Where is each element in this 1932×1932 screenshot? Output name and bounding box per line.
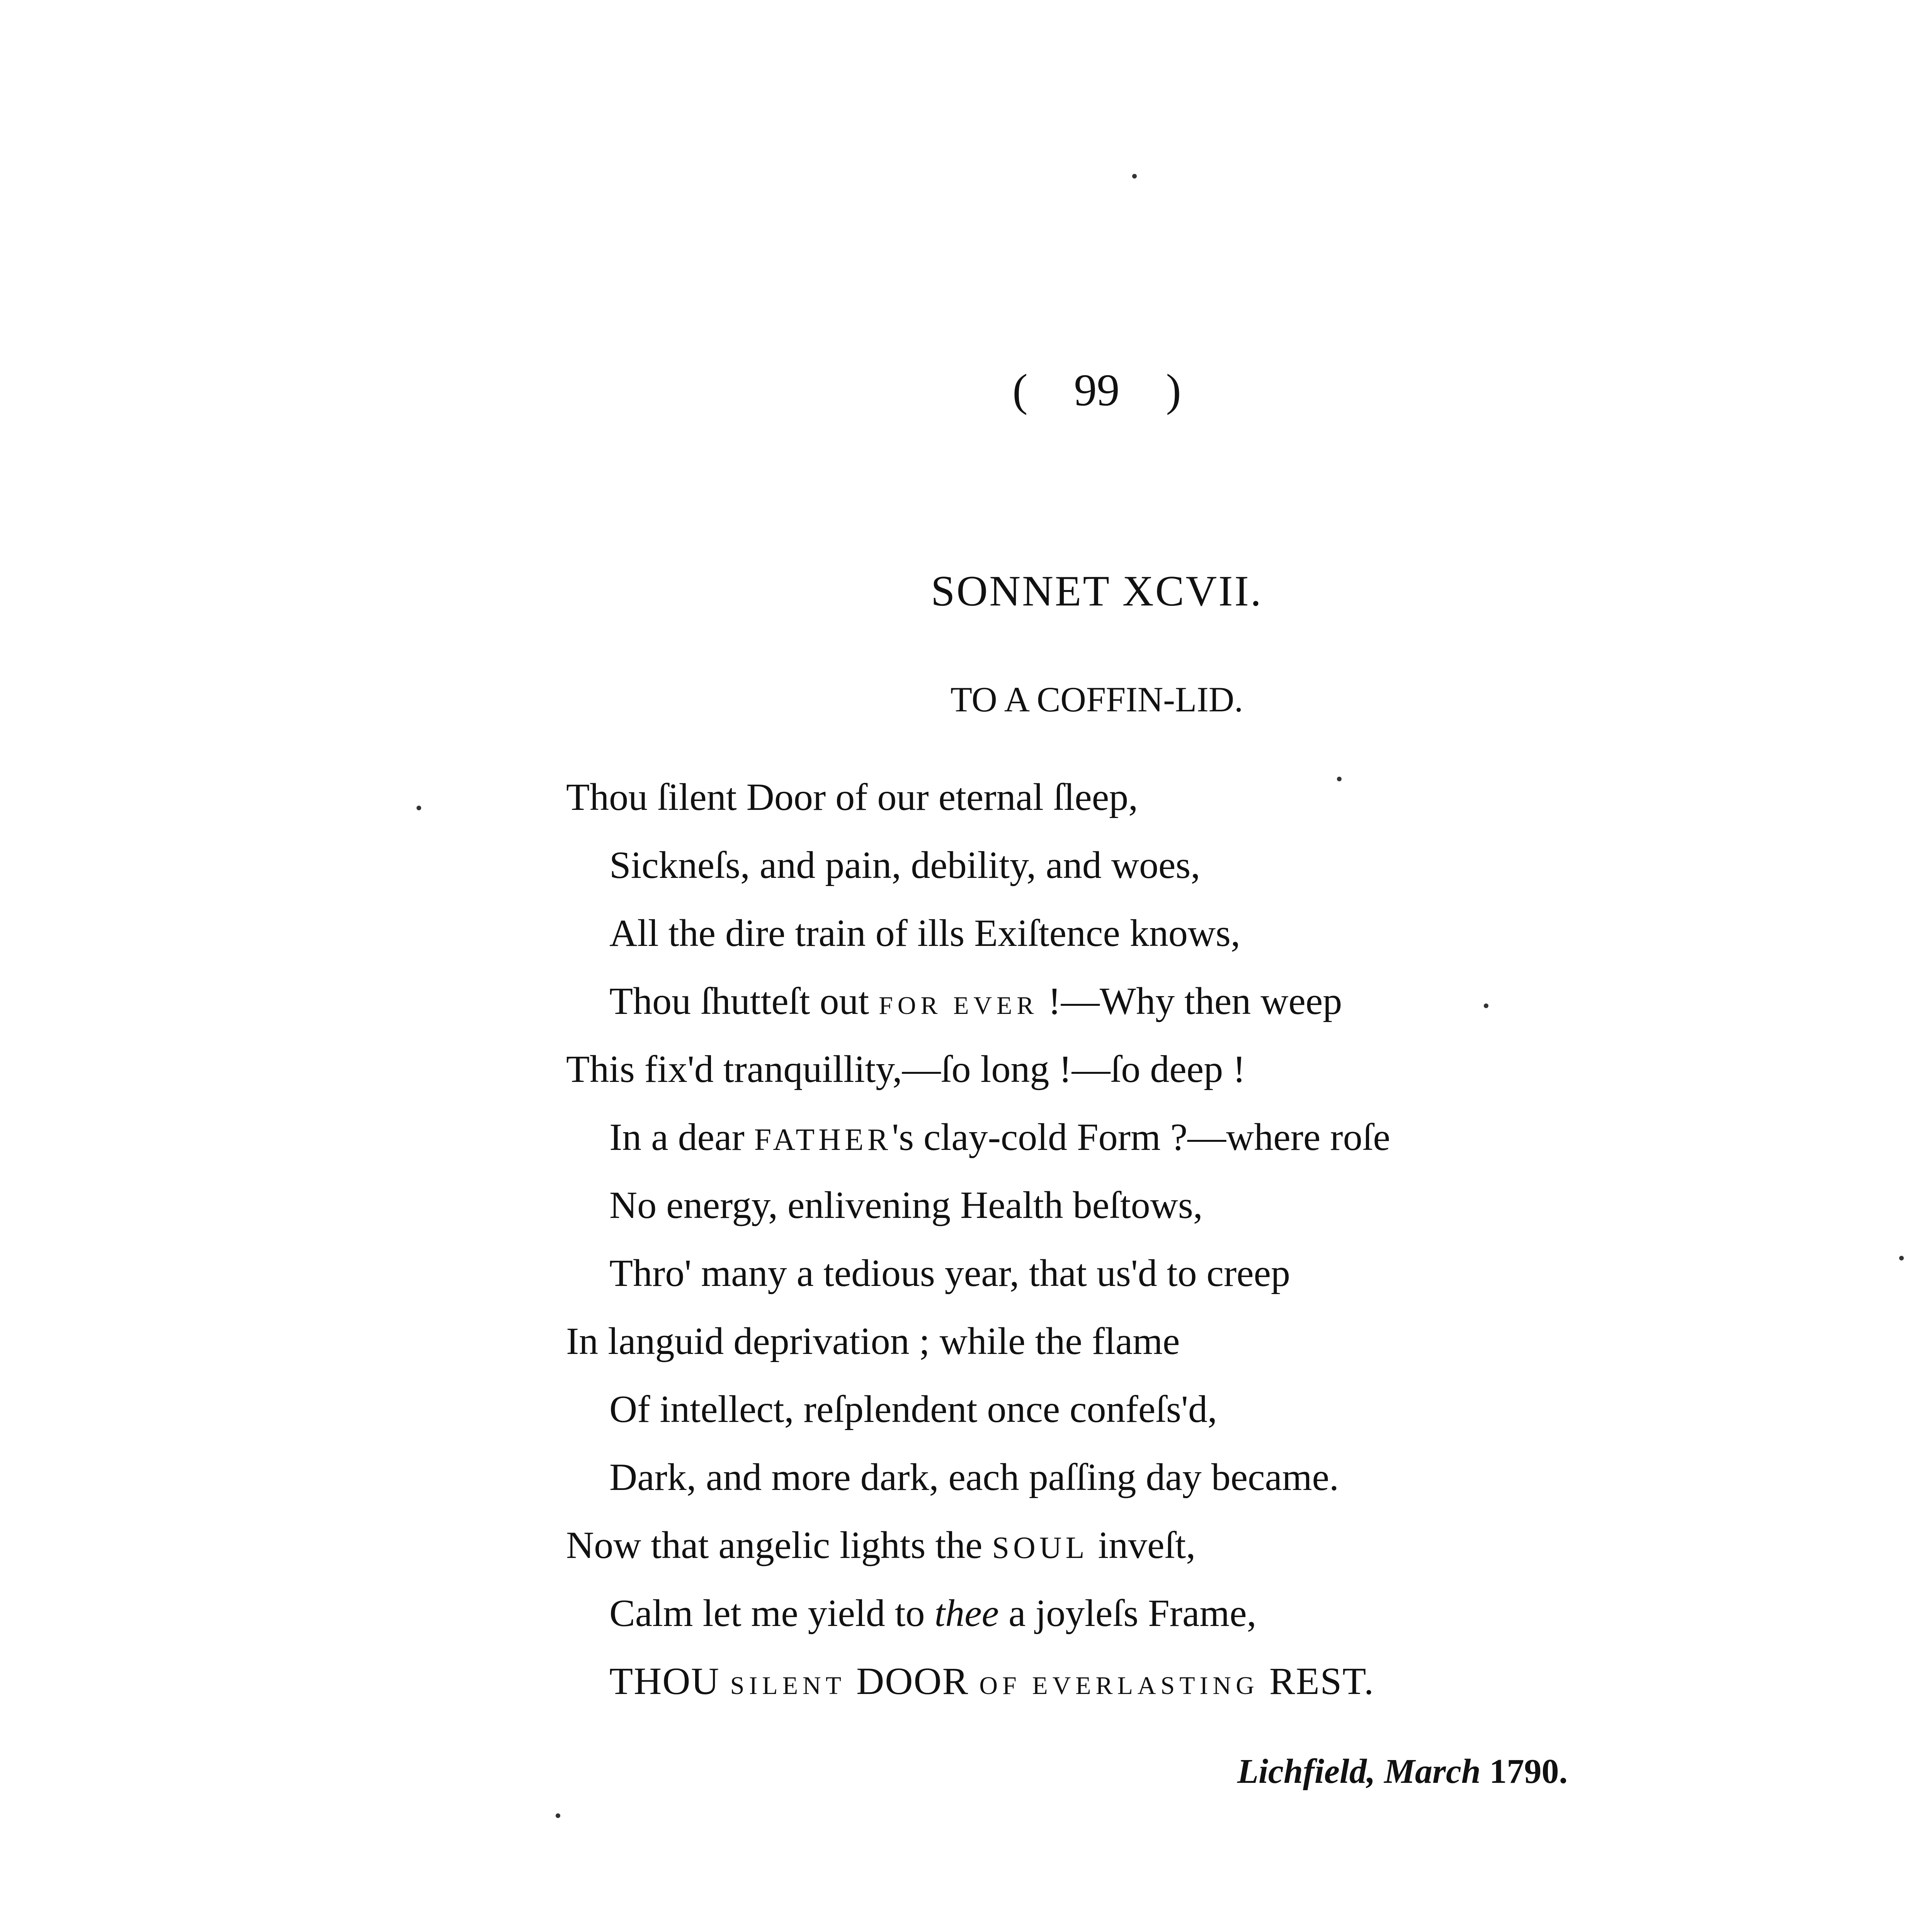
poem-line-text: Now that angelic lights the: [566, 1524, 992, 1566]
poem-line-text: In a dear: [609, 1116, 754, 1158]
print-speck: [1337, 777, 1342, 781]
page-number-value: 99: [1074, 365, 1120, 415]
place-date-place: Lichfield, March: [1237, 1752, 1481, 1791]
print-speck: [1484, 1003, 1488, 1008]
poem-line-text: In languid deprivation ; while the flame: [566, 1320, 1180, 1362]
poem-line-text: All the dire train of ills Exiſtence knows,: [609, 912, 1240, 954]
poem-line-6: [566, 1103, 1725, 1171]
poem-line-9: [566, 1307, 1725, 1375]
poem-line-13: [566, 1579, 1725, 1647]
place-date: [1237, 1745, 1568, 1799]
poem-emphasis-small-caps: OF EVERLASTING: [979, 1672, 1259, 1700]
poem-line-8: [566, 1239, 1725, 1307]
poem-line-text: inveſt,: [1088, 1524, 1196, 1566]
poem-emphasis-italic: thee: [934, 1592, 999, 1634]
print-speck: [417, 806, 421, 810]
poem-line-text: Calm let me yield to: [609, 1592, 935, 1634]
poem-line-1: [566, 763, 1725, 831]
poem-emphasis-small-caps: FOR EVER: [879, 992, 1039, 1020]
page-number: [0, 359, 1932, 421]
poem-line-11: [566, 1443, 1725, 1511]
page-number-close-paren: ): [1166, 365, 1181, 415]
print-speck: [1899, 1256, 1904, 1260]
poem-line-text: a joyleſs Frame,: [999, 1592, 1257, 1634]
poem-emphasis-caps: DOOR: [846, 1660, 980, 1702]
print-speck: [1132, 174, 1137, 179]
poem-emphasis-small-caps: FATHER: [754, 1123, 892, 1157]
page-number-open-paren: (: [1012, 365, 1028, 415]
poem-line-7: [566, 1171, 1725, 1239]
poem-line-text: This fix'd tranquillity,—ſo long !—ſo deep !: [566, 1048, 1246, 1090]
poem-line-text: 's clay-cold Form ?—where roſe: [892, 1116, 1390, 1158]
poem-line-10: [566, 1375, 1725, 1443]
poem-body: [566, 763, 1725, 1715]
poem-line-2: [566, 831, 1725, 899]
poem-emphasis-caps: THOU: [609, 1660, 730, 1702]
poem-line-text: Dark, and more dark, each paſſing day became.: [609, 1456, 1339, 1498]
poem-line-4: [566, 967, 1725, 1035]
poem-emphasis-small-caps: SOUL: [992, 1531, 1088, 1565]
poem-line-text: No energy, enlivening Health beſtows,: [609, 1184, 1203, 1226]
poem-line-text: Thro' many a tedious year, that us'd to creep: [609, 1252, 1291, 1294]
sonnet-subtitle: TO A COFFIN-LID.: [950, 680, 1243, 719]
poem-line-text: Thou ſilent Door of our eternal ſleep,: [566, 776, 1138, 818]
poem-line-3: [566, 899, 1725, 967]
sonnet-title: SONNET XCVII.: [931, 567, 1263, 615]
print-speck: [556, 1813, 560, 1818]
place-date-year: 1790.: [1489, 1752, 1568, 1791]
poem-line-text: Sickneſs, and pain, debility, and woes,: [609, 844, 1201, 886]
poem-line-14: [566, 1647, 1725, 1715]
poem-emphasis-small-caps: SILENT: [730, 1672, 846, 1700]
poem-line-5: [566, 1035, 1725, 1103]
poem-emphasis-caps: REST.: [1259, 1660, 1374, 1702]
poem-line-text: Of intellect, reſplendent once confeſs'd,: [609, 1388, 1217, 1430]
poem-line-12: [566, 1511, 1725, 1579]
poem-line-text: Thou ſhutteſt out: [609, 980, 879, 1022]
poem-line-text: !—Why then weep: [1038, 980, 1342, 1022]
